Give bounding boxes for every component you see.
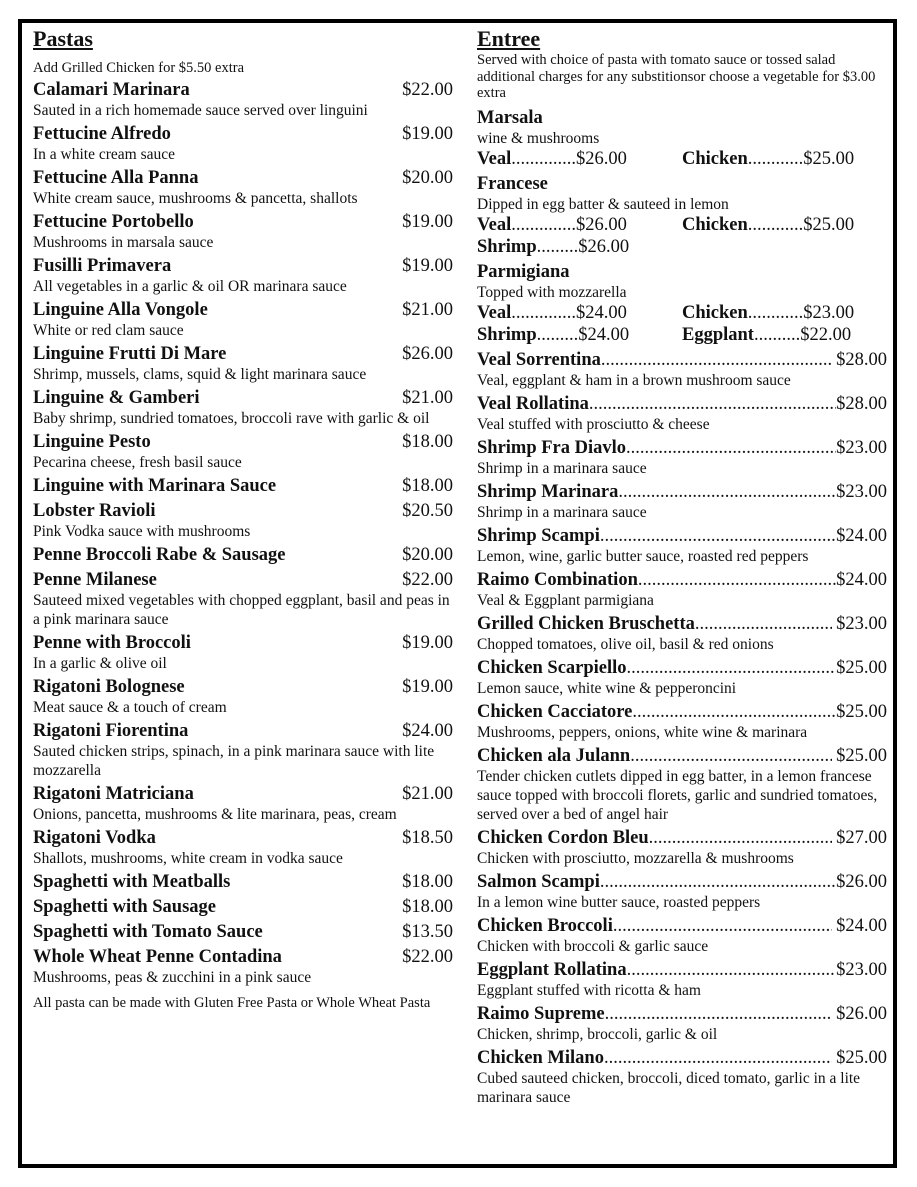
dot-leader — [649, 828, 832, 849]
pasta-item-desc: Mushrooms in marsala sauce — [33, 234, 214, 251]
pasta-item-row — [33, 947, 453, 968]
pasta-item — [33, 212, 453, 252]
pasta-item — [33, 872, 453, 893]
pasta-item-name: Penne Milanese — [33, 570, 157, 590]
pasta-item — [33, 344, 453, 384]
pasta-item — [33, 545, 453, 566]
entree-variant — [477, 324, 682, 346]
entree-item — [477, 746, 887, 824]
entree-item-name: Grilled Chicken Bruschetta — [477, 613, 695, 634]
dot-leader: .............. — [511, 214, 577, 235]
entree-item-desc: Veal stuffed with prosciutto & cheese — [477, 415, 710, 433]
entree-column — [477, 26, 887, 1107]
entree-variant-label: Shrimp — [477, 324, 537, 345]
entree-item-name: Raimo Combination — [477, 569, 638, 590]
entree-item-row — [477, 1048, 887, 1069]
pasta-item-desc: White or red clam sauce — [33, 322, 184, 339]
entree-item-price: $23.00 — [836, 481, 887, 502]
entree-item-desc: Lemon sauce, white wine & pepperoncini — [477, 679, 737, 697]
entree-item-row — [477, 482, 887, 503]
entree-item — [477, 658, 887, 698]
pasta-item-desc: Pink Vodka sauce with mushrooms — [33, 523, 251, 540]
entree-item-name: Chicken Cacciatore — [477, 701, 633, 722]
pasta-item-price: $22.00 — [402, 570, 453, 590]
pasta-item-name: Rigatoni Vodka — [33, 828, 156, 848]
entree-variant-label: Eggplant — [682, 324, 754, 345]
dot-leader — [618, 482, 836, 503]
pasta-item-row — [33, 677, 453, 698]
entree-group — [477, 108, 887, 170]
entree-intro: Served with choice of pasta with tomato sauce or tossed salad additional charges for any substitionsor choose a vegetable for $3.00 extra — [477, 52, 876, 101]
entree-variant-label: Chicken — [682, 302, 748, 323]
pasta-item — [33, 256, 453, 296]
pasta-item-name: Linguine Pesto — [33, 432, 151, 452]
pasta-item-row — [33, 721, 453, 742]
pasta-item-row — [33, 897, 453, 918]
entree-item-desc: Chicken with broccoli & garlic sauce — [477, 937, 709, 955]
pasta-item-name: Fettucine Portobello — [33, 212, 194, 232]
pasta-item — [33, 922, 453, 943]
entree-variant — [682, 302, 887, 324]
pasta-item-desc: All vegetables in a garlic & oil OR marinara sauce — [33, 278, 347, 295]
dot-leader — [601, 350, 832, 371]
entree-item-desc: Shrimp in a marinara sauce — [477, 503, 647, 521]
pasta-item — [33, 168, 453, 208]
entree-group — [477, 174, 887, 258]
entree-item-name: Shrimp Scampi — [477, 525, 600, 546]
pasta-item-row — [33, 212, 453, 233]
pasta-item-name: Linguine & Gamberi — [33, 388, 200, 408]
pasta-item-price: $20.00 — [402, 168, 453, 188]
dot-leader: .............. — [511, 148, 577, 169]
entree-item-price: $25.00 — [831, 1047, 887, 1068]
pasta-item-name: Calamari Marinara — [33, 80, 190, 100]
entree-item-desc: Shrimp in a marinara sauce — [477, 459, 647, 477]
entree-item-price: $26.00 — [831, 1003, 887, 1024]
entree-item-name: Veal Sorrentina — [477, 349, 601, 370]
pasta-item-name: Linguine Alla Vongole — [33, 300, 208, 320]
entree-item-desc: Chicken, shrimp, broccoli, garlic & oil — [477, 1025, 718, 1043]
pasta-item-row — [33, 633, 453, 654]
pasta-item-price: $18.50 — [402, 828, 453, 848]
entree-item — [477, 526, 887, 566]
entree-item-desc: Tender chicken cutlets dipped in egg batter, in a lemon francese sauce topped with broccoli florets, garlic and sundried tomatoes, served over a bed of angel hair — [477, 767, 878, 823]
entree-item-name: Chicken Milano — [477, 1047, 604, 1068]
entree-variant — [477, 148, 682, 170]
pasta-item-row — [33, 476, 453, 497]
pasta-item-row — [33, 784, 453, 805]
entree-variant-price: $22.00 — [800, 324, 852, 345]
entree-group-name: Marsala — [477, 107, 543, 128]
entree-item-desc: Chicken with prosciutto, mozzarella & mushrooms — [477, 849, 794, 867]
dot-leader — [605, 1004, 832, 1025]
entree-item-desc: Mushrooms, peppers, onions, white wine & marinara — [477, 723, 808, 741]
pasta-item-row — [33, 501, 453, 522]
dot-leader — [626, 438, 836, 459]
entree-variant — [682, 324, 887, 346]
pasta-item-row — [33, 570, 453, 591]
dot-leader — [627, 658, 837, 679]
entree-item-desc: Lemon, wine, garlic butter sauce, roasted red peppers — [477, 547, 809, 565]
pasta-item-row — [33, 922, 453, 943]
entree-variant-row — [477, 324, 887, 346]
dot-leader — [613, 916, 832, 937]
pasta-item — [33, 633, 453, 673]
pasta-item-desc: Shrimp, mussels, clams, squid & light marinara sauce — [33, 366, 367, 383]
dot-leader: ......... — [536, 236, 579, 257]
entree-item-name: Shrimp Marinara — [477, 481, 619, 502]
dot-leader — [627, 960, 837, 981]
entree-item-price: $25.00 — [836, 657, 887, 678]
pasta-item-name: Penne with Broccoli — [33, 633, 191, 653]
entree-variant-price: $26.00 — [578, 236, 630, 257]
pasta-item-name: Penne Broccoli Rabe & Sausage — [33, 545, 286, 565]
entree-item-price: $27.00 — [831, 827, 887, 848]
entree-variant — [477, 236, 682, 258]
entree-item-desc: Veal & Eggplant parmigiana — [477, 591, 654, 609]
entree-variant — [477, 214, 682, 236]
entree-item — [477, 702, 887, 742]
entree-group-name: Parmigiana — [477, 261, 570, 282]
pasta-item-name: Whole Wheat Penne Contadina — [33, 947, 282, 967]
pasta-item-name: Rigatoni Matriciana — [33, 784, 194, 804]
entree-item-name: Chicken Scarpiello — [477, 657, 627, 678]
pasta-item — [33, 124, 453, 164]
entree-item-name: Eggplant Rollatina — [477, 959, 627, 980]
entree-item-price: $23.00 — [836, 959, 887, 980]
entree-variant-price: $23.00 — [803, 302, 855, 323]
entree-item-name: Veal Rollatina — [477, 393, 589, 414]
pasta-item-price: $20.50 — [402, 501, 453, 521]
entree-item-price: $23.00 — [831, 613, 887, 634]
entree-group-desc: wine & mushrooms — [477, 129, 600, 147]
pasta-item-desc: Sauted chicken strips, spinach, in a pink marinara sauce with lite mozzarella — [33, 743, 435, 779]
pasta-item-row — [33, 872, 453, 893]
pasta-item-desc: In a garlic & olive oil — [33, 655, 167, 672]
dot-leader: ............ — [747, 302, 804, 323]
entree-item-row — [477, 526, 887, 547]
dot-leader — [632, 702, 836, 723]
pasta-item-price: $21.00 — [402, 784, 453, 804]
entree-item-desc: Cubed sauteed chicken, broccoli, diced tomato, garlic in a lite marinara sauce — [477, 1069, 861, 1106]
pasta-item-desc: Shallots, mushrooms, white cream in vodka sauce — [33, 850, 343, 867]
pasta-item-price: $19.00 — [402, 124, 453, 144]
entree-variant-label: Veal — [477, 148, 512, 169]
pasta-item-price: $19.00 — [402, 633, 453, 653]
entree-item-price: $23.00 — [836, 437, 887, 458]
pastas-footer: All pasta can be made with Gluten Free Pasta or Whole Wheat Pasta — [33, 995, 431, 1011]
entree-item-row — [477, 614, 887, 635]
pasta-item — [33, 897, 453, 918]
entree-item-price: $24.00 — [831, 915, 887, 936]
entree-item-row — [477, 570, 887, 591]
entree-item-price: $24.00 — [836, 569, 887, 590]
entree-item-desc: Veal, eggplant & ham in a brown mushroom sauce — [477, 371, 791, 389]
pasta-item-row — [33, 432, 453, 453]
pasta-item-price: $20.00 — [402, 545, 453, 565]
entree-variant-price: $26.00 — [576, 214, 627, 235]
entree-item-name: Salmon Scampi — [477, 871, 600, 892]
entree-variant-price: $24.00 — [576, 302, 627, 323]
entree-item — [477, 828, 887, 868]
pasta-item-name: Linguine Frutti Di Mare — [33, 344, 227, 364]
pasta-item-name: Lobster Ravioli — [33, 501, 156, 521]
entree-item — [477, 350, 887, 390]
pasta-item-desc: Pecarina cheese, fresh basil sauce — [33, 454, 242, 471]
entree-variant-row — [477, 302, 887, 324]
pasta-item — [33, 721, 453, 780]
pasta-item-price: $18.00 — [402, 432, 453, 452]
entree-item-row — [477, 746, 887, 767]
entree-item — [477, 1004, 887, 1044]
pasta-item-price: $21.00 — [402, 388, 453, 408]
pasta-item-price: $22.00 — [402, 947, 453, 967]
pasta-item-row — [33, 256, 453, 277]
pasta-item-desc: Sauted in a rich homemade sauce served over linguini — [33, 102, 368, 119]
dot-leader — [600, 872, 836, 893]
entree-item-name: Chicken Cordon Bleu — [477, 827, 649, 848]
entree-variant-label: Chicken — [682, 148, 748, 169]
pasta-item-desc: White cream sauce, mushrooms & pancetta, shallots — [33, 190, 358, 207]
pasta-item-row — [33, 388, 453, 409]
entree-item — [477, 960, 887, 1000]
entree-item-row — [477, 1004, 887, 1025]
pasta-item-desc: Sauteed mixed vegetables with chopped eggplant, basil and peas in a pink marinara sauce — [33, 592, 450, 628]
entree-item-row — [477, 960, 887, 981]
dot-leader — [638, 570, 836, 591]
entree-variant-label: Chicken — [682, 214, 748, 235]
pastas-title: Pastas — [33, 26, 93, 51]
pasta-item — [33, 476, 453, 497]
pastas-column — [33, 26, 453, 1012]
entree-item-price: $28.00 — [831, 349, 887, 370]
dot-leader — [695, 614, 832, 635]
entree-item-price: $25.00 — [831, 745, 887, 766]
pasta-item — [33, 828, 453, 868]
entree-group-name: Francese — [477, 173, 548, 194]
pasta-item-price: $22.00 — [402, 80, 453, 100]
pasta-item — [33, 570, 453, 629]
dot-leader: .......... — [753, 324, 801, 345]
pasta-item-price: $18.00 — [402, 897, 453, 917]
dot-leader — [589, 394, 836, 415]
entree-item-row — [477, 916, 887, 937]
entree-item — [477, 438, 887, 478]
dot-leader — [600, 526, 836, 547]
entree-item-name: Raimo Supreme — [477, 1003, 605, 1024]
entree-item-row — [477, 872, 887, 893]
entree-variant-price: $25.00 — [803, 214, 855, 235]
entree-item-row — [477, 438, 887, 459]
entree-item-row — [477, 828, 887, 849]
pasta-item-name: Fettucine Alfredo — [33, 124, 171, 144]
entree-variant-label: Veal — [477, 302, 512, 323]
pasta-item-name: Linguine with Marinara Sauce — [33, 476, 277, 496]
entree-variant-price: $24.00 — [578, 324, 630, 345]
pasta-item-name: Spaghetti with Tomato Sauce — [33, 922, 263, 942]
entree-item — [477, 916, 887, 956]
pasta-item-row — [33, 545, 453, 566]
entree-variant — [682, 214, 887, 236]
pasta-item-desc: Onions, pancetta, mushrooms & lite marinara, peas, cream — [33, 806, 397, 823]
pasta-item-price: $26.00 — [402, 344, 453, 364]
pasta-item — [33, 432, 453, 472]
entree-item-row — [477, 394, 887, 415]
pastas-note: Add Grilled Chicken for $5.50 extra — [33, 60, 245, 76]
entree-item-desc: Eggplant stuffed with ricotta & ham — [477, 981, 701, 999]
entree-variant-price: $25.00 — [803, 148, 855, 169]
pasta-item-price: $19.00 — [402, 256, 453, 276]
entree-item — [477, 1048, 887, 1107]
pasta-item-desc: Baby shrimp, sundried tomatoes, broccoli rave with garlic & oil — [33, 410, 430, 427]
pasta-item-row — [33, 828, 453, 849]
pasta-item-price: $18.00 — [402, 872, 453, 892]
entree-title: Entree — [477, 26, 541, 51]
entree-item — [477, 872, 887, 912]
entree-group-desc: Dipped in egg batter & sauteed in lemon — [477, 195, 729, 213]
pasta-item-price: $21.00 — [402, 300, 453, 320]
entree-variant-row — [477, 236, 887, 258]
entree-variant — [477, 302, 682, 324]
dot-leader — [630, 746, 831, 767]
entree-item-row — [477, 702, 887, 723]
entree-variant-label: Shrimp — [477, 236, 537, 257]
dot-leader: ............ — [747, 148, 804, 169]
entree-item-price: $24.00 — [836, 525, 887, 546]
dot-leader: ............ — [747, 214, 804, 235]
entree-list — [477, 350, 887, 1107]
entree-item-price: $25.00 — [836, 701, 887, 722]
pasta-item-name: Fusilli Primavera — [33, 256, 172, 276]
entree-item-price: $28.00 — [836, 393, 887, 414]
entree-item-row — [477, 350, 887, 371]
entree-item-name: Chicken Broccoli — [477, 915, 613, 936]
dot-leader — [604, 1048, 832, 1069]
entree-variant — [682, 148, 887, 170]
entree-item-name: Shrimp Fra Diavlo — [477, 437, 627, 458]
pasta-item — [33, 80, 453, 120]
pasta-item — [33, 677, 453, 717]
pasta-item-desc: In a white cream sauce — [33, 146, 176, 163]
pasta-item-name: Spaghetti with Sausage — [33, 897, 216, 917]
entree-variant-row — [477, 148, 887, 170]
entree-item-desc: In a lemon wine butter sauce, roasted peppers — [477, 893, 761, 911]
entree-item — [477, 482, 887, 522]
dot-leader: ......... — [536, 324, 579, 345]
pasta-item-row — [33, 344, 453, 365]
entree-group — [477, 262, 887, 346]
dot-leader: .............. — [511, 302, 577, 323]
pasta-item — [33, 388, 453, 428]
entree-variant-row — [477, 214, 887, 236]
pasta-item — [33, 501, 453, 541]
entree-item-desc: Chopped tomatoes, olive oil, basil & red onions — [477, 635, 774, 653]
pasta-item-row — [33, 168, 453, 189]
pasta-item-row — [33, 80, 453, 101]
pasta-item-desc: Meat sauce & a touch of cream — [33, 699, 227, 716]
pasta-item-name: Rigatoni Bolognese — [33, 677, 185, 697]
pasta-item — [33, 784, 453, 824]
pasta-item-name: Spaghetti with Meatballs — [33, 872, 231, 892]
entree-variant-price: $26.00 — [576, 148, 627, 169]
pasta-item-price: $18.00 — [402, 476, 453, 496]
pasta-item — [33, 947, 453, 987]
pasta-item-price: $19.00 — [402, 212, 453, 232]
pasta-item-row — [33, 124, 453, 145]
entree-groups — [477, 108, 887, 346]
pasta-list — [33, 80, 453, 987]
entree-item — [477, 614, 887, 654]
menu-frame — [18, 19, 897, 1168]
entree-item — [477, 394, 887, 434]
entree-group-desc: Topped with mozzarella — [477, 283, 627, 301]
pasta-item-name: Rigatoni Fiorentina — [33, 721, 189, 741]
pasta-item-row — [33, 300, 453, 321]
pasta-item — [33, 300, 453, 340]
pasta-item-price: $24.00 — [402, 721, 453, 741]
entree-item — [477, 570, 887, 610]
entree-item-name: Chicken ala Julann — [477, 745, 631, 766]
entree-item-row — [477, 658, 887, 679]
entree-item-price: $26.00 — [836, 871, 887, 892]
pasta-item-desc: Mushrooms, peas & zucchini in a pink sauce — [33, 969, 312, 986]
pasta-item-price: $13.50 — [402, 922, 453, 942]
pasta-item-name: Fettucine Alla Panna — [33, 168, 199, 188]
entree-variant-label: Veal — [477, 214, 512, 235]
pasta-item-price: $19.00 — [402, 677, 453, 697]
